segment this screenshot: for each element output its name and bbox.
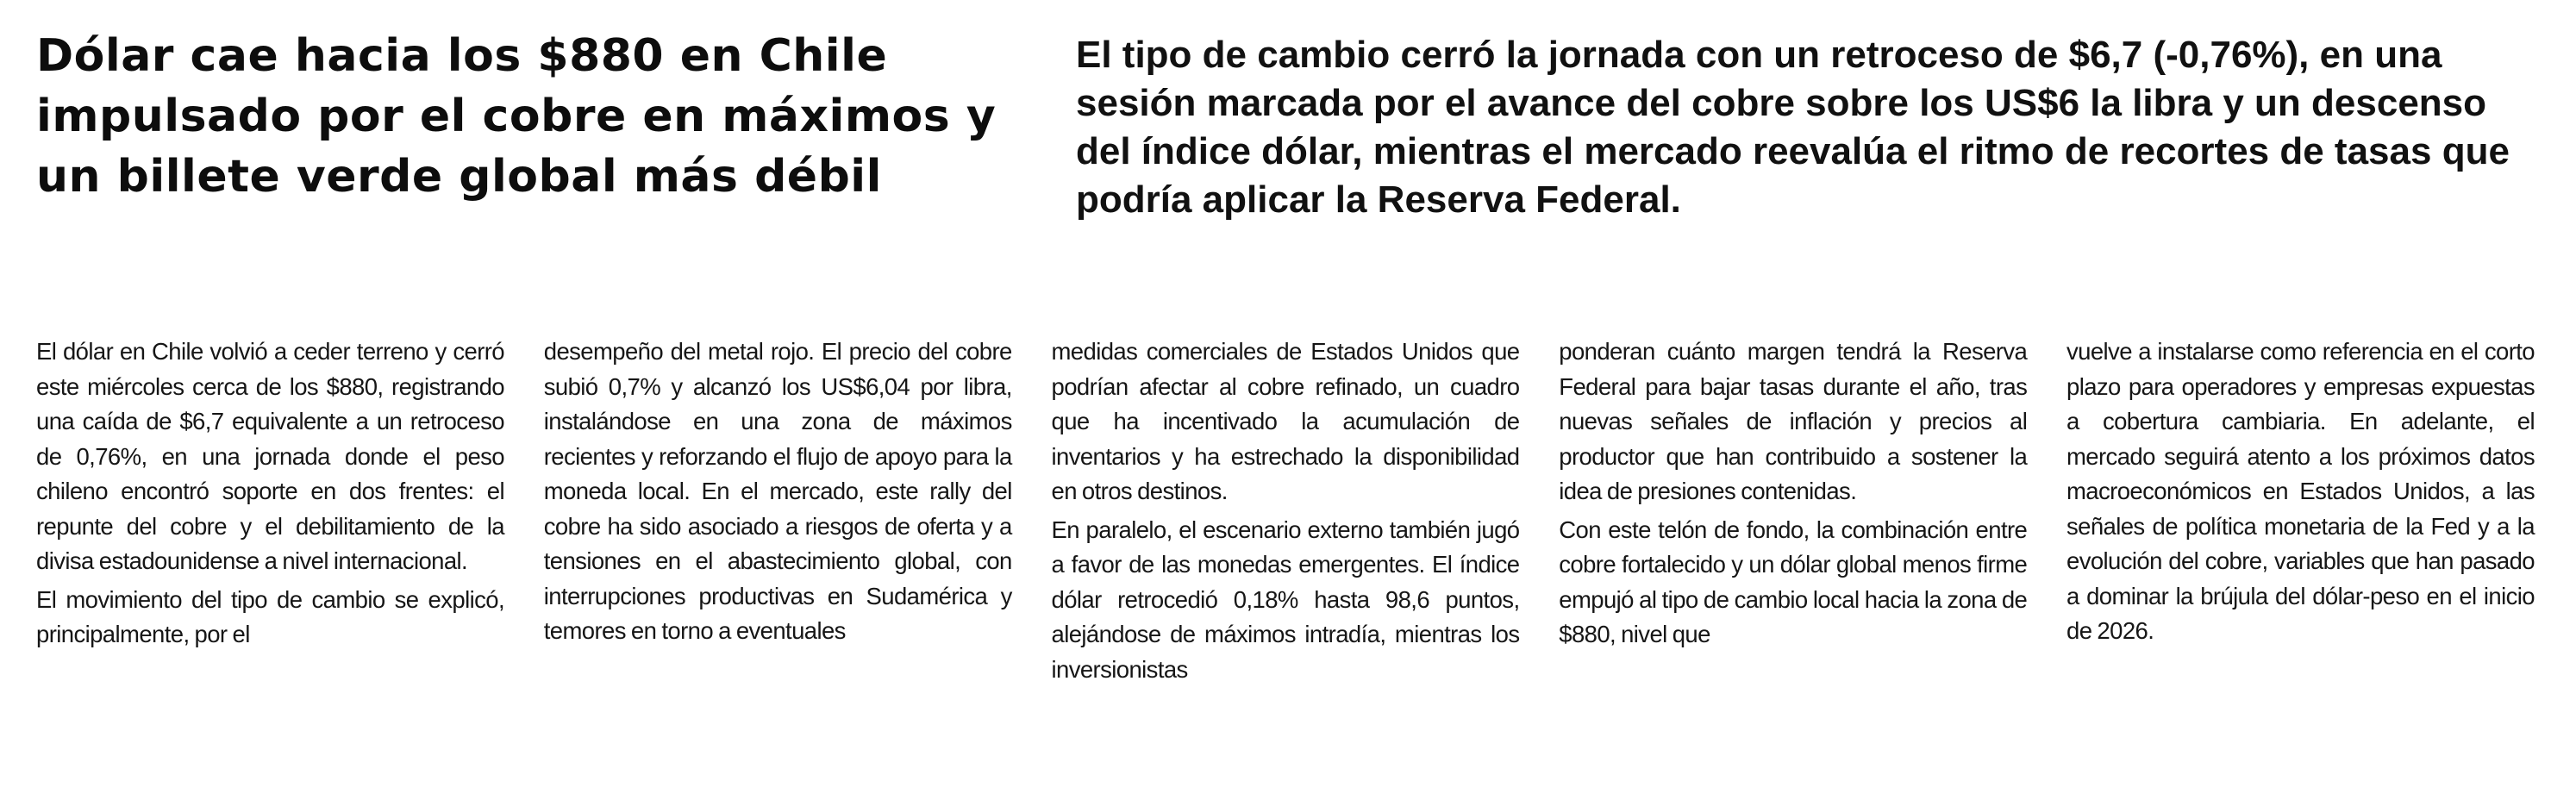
body-column-5 xyxy=(2066,334,2535,783)
article-body xyxy=(36,334,2535,783)
paragraph: vuelve a instalarse como referencia en el corto plazo para operadores y empresas expuestas a cobertura cambiaria. En adelante, el mercado seguirá atento a los próximos datos macroeconómicos en Estados Unidos, a las señales de política monetaria de la Fed y a la evolución del cobre, variables que han pasado a dominar la brújula del dólar-peso en el inicio de 2026. xyxy=(2066,338,2535,644)
paragraph: Con este telón de fondo, la combinación entre cobre fortalecido y un dólar global menos firme empujó al tipo de cambio local hacia la zona de $880, nivel que xyxy=(1559,516,2028,647)
body-column-3 xyxy=(1052,334,1520,783)
body-column-4 xyxy=(1559,334,2027,783)
body-column-2 xyxy=(544,334,1012,783)
paragraph: En paralelo, el escenario externo también jugó a favor de las monedas emergentes. El índice dólar retrocedió 0,18% hasta 98,6 puntos, alejándose de máximos intradía, mientras los inversionistas xyxy=(1051,516,1520,683)
paragraph: El dólar en Chile volvió a ceder terreno y cerró este miércoles cerca de los $880, registrando una caída de $6,7 equivalente a un retroceso de 0,76%, en una jornada donde el peso chileno encontró soporte en dos frentes: el repunte del cobre y el debilitamiento de la divisa estadounidense a nivel internacional. xyxy=(36,338,504,574)
paragraph: ponderan cuánto margen tendrá la Reserva Federal para bajar tasas durante el año, tras nuevas señales de inflación y precios al productor que han contribuido a sostener la idea de presiones contenidas. xyxy=(1559,338,2028,504)
paragraph: desempeño del metal rojo. El precio del cobre subió 0,7% y alcanzó los US$6,04 por libra, instalándose en una zona de máximos recientes y reforzando el flujo de apoyo para la moneda local. En el mercado, este rally del cobre ha sido asociado a riesgos de oferta y a tensiones en el abastecimiento global, con interrupciones productivas en Sudamérica y temores en torno a eventuales xyxy=(543,338,1012,644)
paragraph: medidas comerciales de Estados Unidos que podrían afectar al cobre refinado, un cuadro que ha incentivado la acumulación de inventarios y ha estrechado la disponibilidad en otros destinos. xyxy=(1051,338,1520,504)
body-column-1 xyxy=(36,334,504,783)
deck-subheadline: El tipo de cambio cerró la jornada con un retroceso de $6,7 (-0,76%), en una sesión marcada por el avance del cobre sobre los US$6 la libra y un descenso del índice dólar, mientras el mercado reevalúa el ritmo de recortes de tasas que podría aplicar la Reserva Federal. xyxy=(1076,34,2510,221)
paragraph: El movimiento del tipo de cambio se explicó, principalmente, por el xyxy=(36,585,504,647)
headline: Dólar cae hacia los $880 en Chile impulsado por el cobre en máximos y un billete verde global más débil xyxy=(36,30,997,203)
